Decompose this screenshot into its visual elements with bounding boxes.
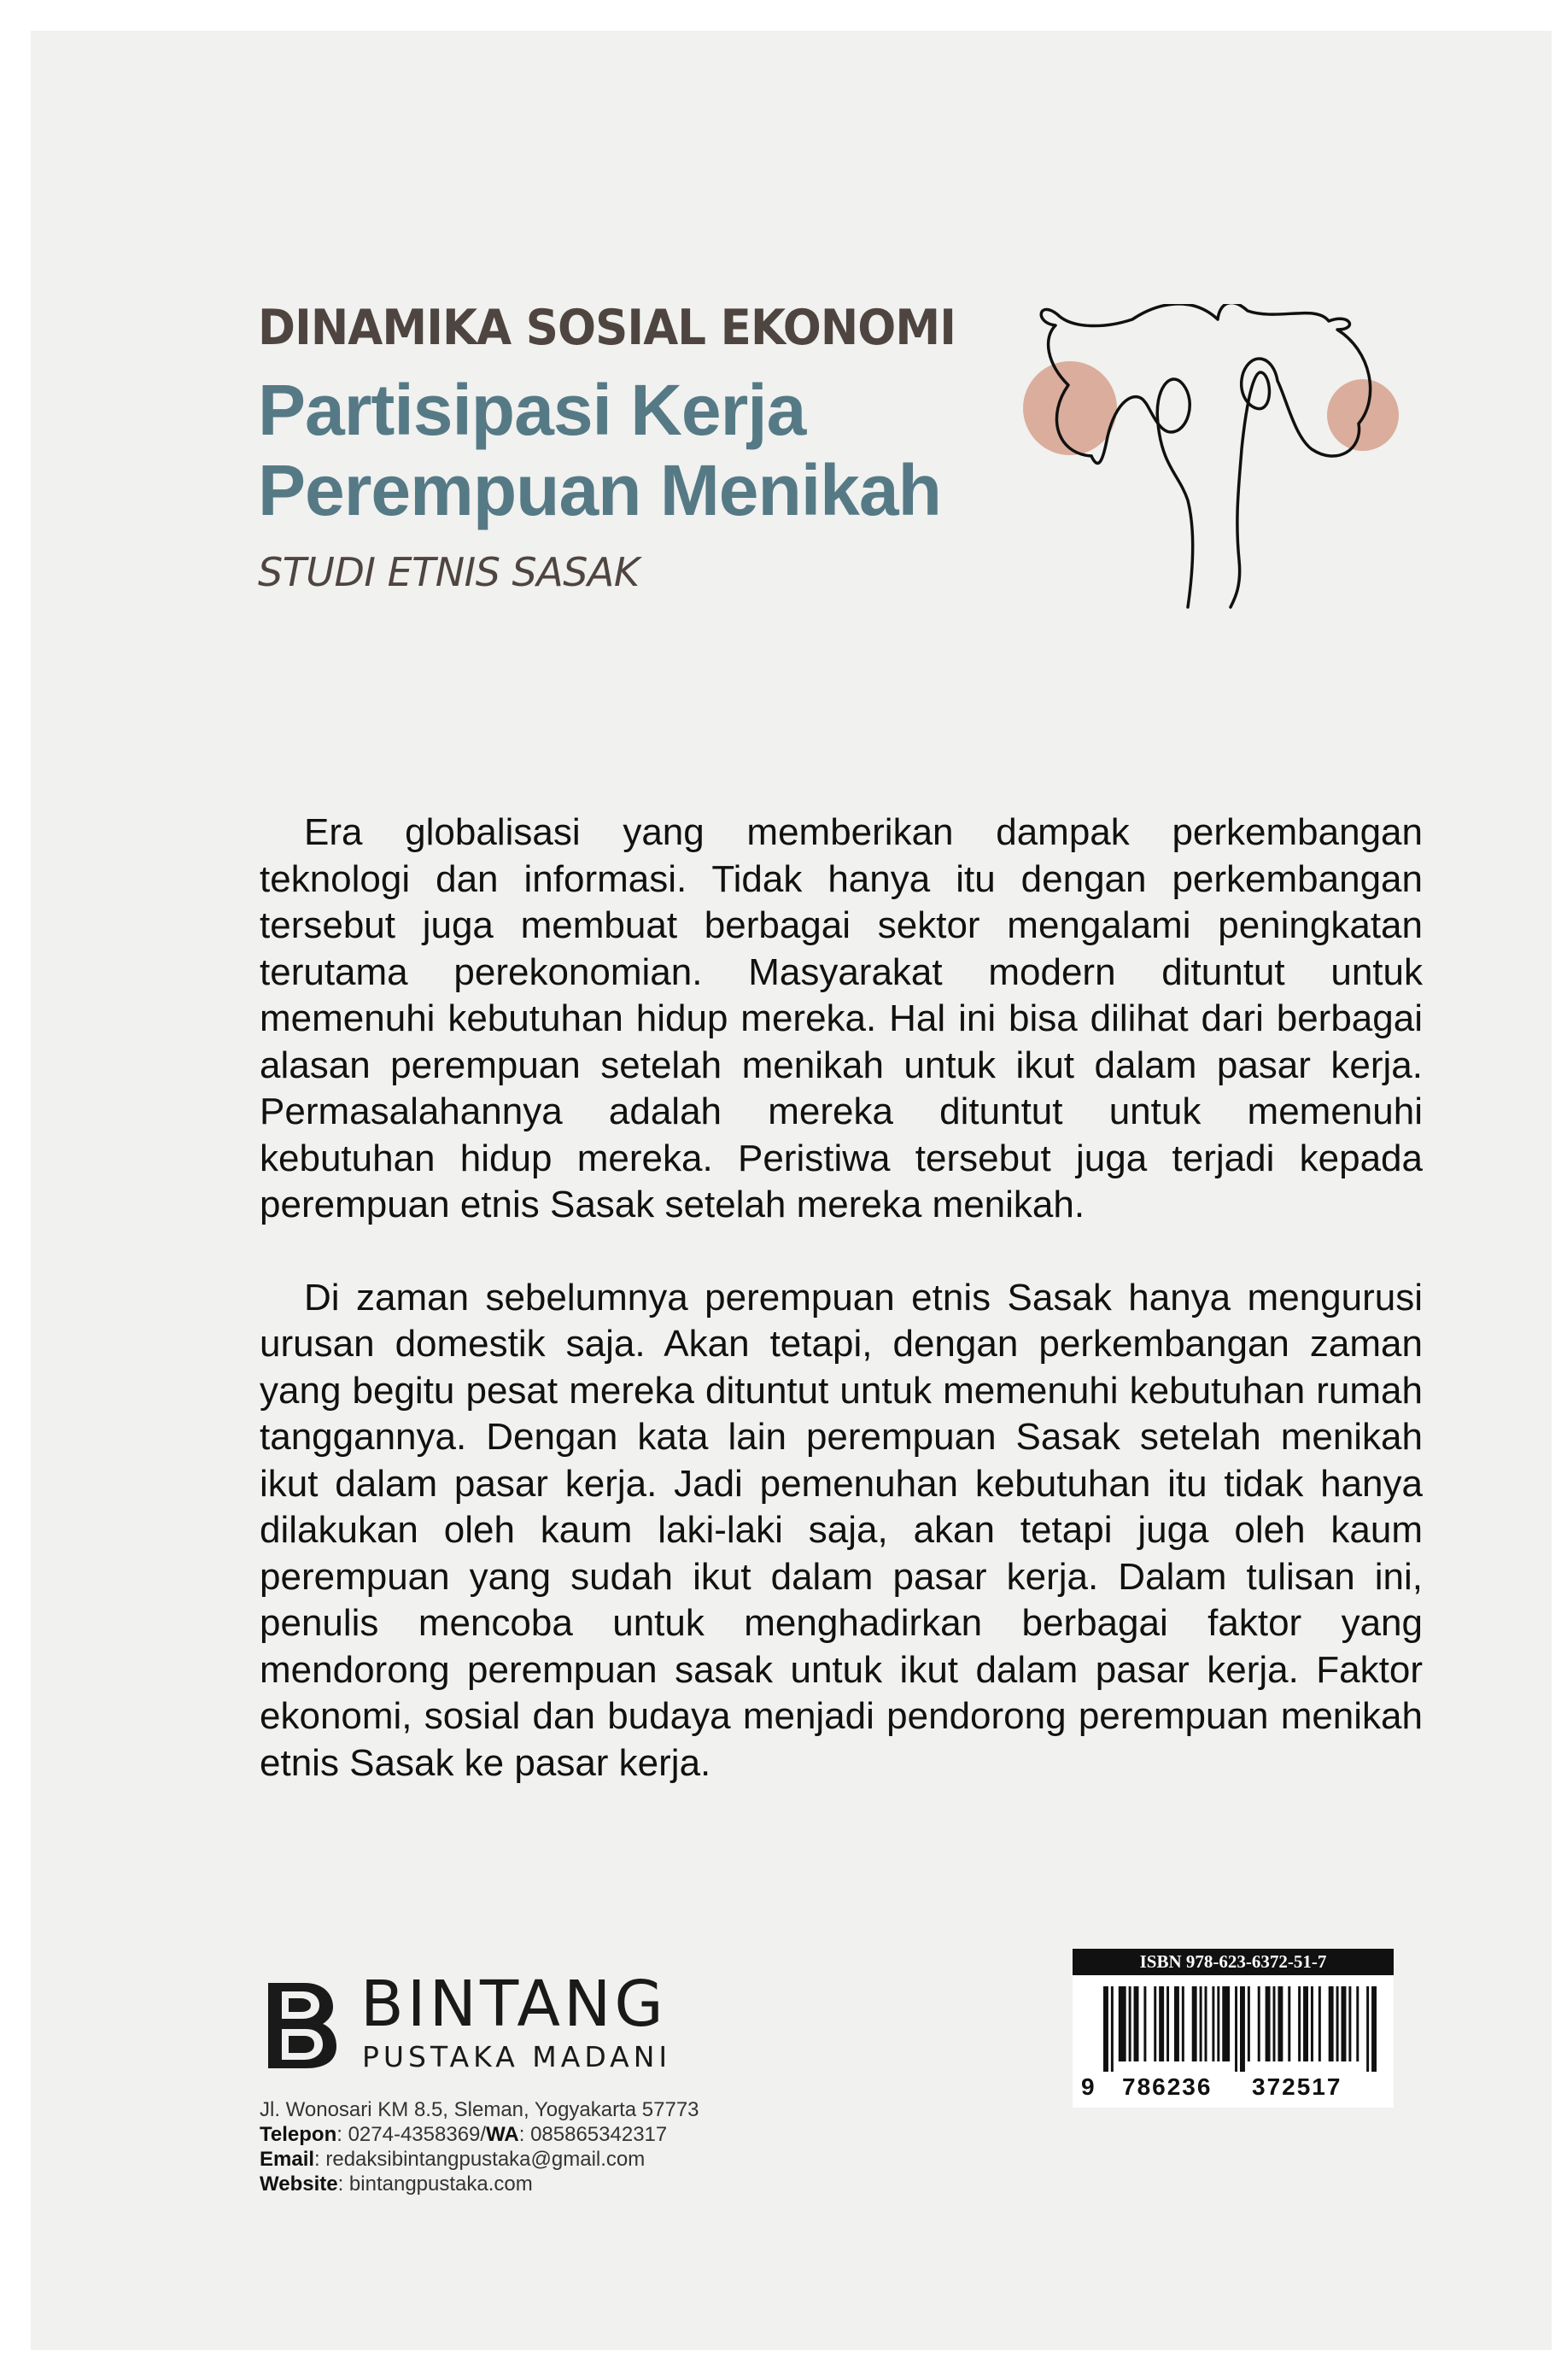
email-value: : redaksibintangpustaka@gmail.com	[314, 2148, 646, 2171]
barcode-bar	[1356, 1986, 1359, 2061]
book-title-line-2: Perempuan Menikah	[258, 450, 941, 530]
isbn-group-right: 372517	[1252, 2073, 1342, 2100]
barcode-bar	[1129, 1986, 1131, 2061]
barcode-bar	[1212, 1986, 1214, 2061]
barcode-bar	[1166, 1986, 1169, 2061]
barcode-bar	[1143, 1986, 1146, 2061]
barcode-bar	[1319, 1986, 1321, 2061]
email-label: Email	[260, 2148, 315, 2171]
barcode-bar	[1154, 1986, 1156, 2061]
book-title-line-1: Partisipasi Kerja	[258, 370, 806, 450]
book-description	[260, 810, 1423, 1786]
barcode-bar	[1329, 1986, 1334, 2061]
barcode-bar	[1258, 1986, 1260, 2061]
barcode-bar	[1336, 1986, 1339, 2061]
website-value: : bintangpustaka.com	[337, 2172, 533, 2196]
barcode-bar	[1222, 1986, 1230, 2061]
publisher-address: Jl. Wonosari KM 8.5, Sleman, Yogyakarta 57773	[260, 2098, 699, 2121]
wa-value: : 085865342317	[518, 2123, 668, 2146]
barcode-bar	[1182, 1986, 1184, 2061]
publisher-email-line	[260, 2147, 857, 2172]
barcode-graphic	[1103, 1986, 1377, 2072]
barcode-bar	[1235, 1986, 1237, 2072]
barcode-bar	[1366, 1986, 1369, 2072]
book-title	[258, 370, 1026, 530]
barcode-bar	[1205, 1986, 1207, 2061]
left-accent-circle	[1023, 361, 1117, 455]
barcode-bar	[1217, 1986, 1219, 2061]
barcode-bar	[1174, 1986, 1179, 2061]
isbn-digit-first: 9	[1081, 2073, 1095, 2100]
book-b-logo-icon	[260, 1978, 338, 2070]
barcode-bar	[1273, 1986, 1276, 2061]
barcode-bar	[1134, 1986, 1139, 2061]
barcode-bar	[1348, 1986, 1351, 2061]
barcode-bar	[1200, 1986, 1202, 2061]
website-label: Website	[260, 2172, 338, 2196]
uterus-line-art-icon	[1021, 304, 1414, 611]
title-block	[258, 300, 1026, 595]
description-paragraph-1: Era globalisasi yang memberikan dampak perkembangan teknologi dan informasi. Tidak hanya itu dengan perkembangan tersebut juga membuat berbagai sektor mengalami peningkatan terutama perekonomian. Masyarakat modern dituntut untuk memenuhi kebutuhan hidup mereka. Hal ini bisa dilihat dari berbagai alasan perempuan setelah menikah untuk ikut dalam pasar kerja. Permasalahannya adalah mereka dituntut untuk memenuhi kebutuhan hidup mereka. Peristiwa tersebut juga terjadi kepada perempuan etnis Sasak setelah mereka menikah.	[260, 811, 1423, 1225]
publisher-name: BINTANG	[360, 1968, 667, 2041]
barcode-bar	[1278, 1986, 1283, 2061]
publisher-website-line	[260, 2172, 857, 2196]
publisher-contact	[260, 2097, 857, 2196]
isbn-label: ISBN 978-623-6372-51-7	[1073, 1949, 1394, 1975]
isbn-barcode-block	[1073, 1949, 1394, 2108]
series-title: DINAMIKA SOSIAL EKONOMI	[258, 300, 956, 356]
phone-value: : 0274-4358369/	[336, 2123, 487, 2146]
barcode-bar	[1266, 1986, 1271, 2061]
publisher-subname: PUSTAKA MADANI	[362, 2040, 672, 2073]
wa-label: WA	[486, 2123, 519, 2146]
barcode-bar	[1371, 1986, 1377, 2072]
barcode-bar	[1240, 1986, 1245, 2072]
description-paragraph-2: Di zaman sebelumnya perempuan etnis Sasak hanya mengurusi urusan domestik saja. Akan tetapi, dengan perkembangan zaman yang begitu pesat mereka dituntut untuk memenuhi kebutuhan rumah tanggannya. Dengan kata lain perempuan Sasak setelah menikah ikut dalam pasar kerja. Jadi pemenuhan kebutuhan itu tidak hanya dilakukan oleh kaum laki-laki saja, akan tetapi juga oleh kaum perempuan yang sudah ikut dalam pasar kerja. Dalam tulisan ini, penulis mencoba untuk menghadirkan berbagai faktor yang mendorong perempuan sasak untuk ikut dalam pasar kerja. Faktor ekonomi, sosial dan budaya menjadi pendorong perempuan menikah etnis Sasak ke pasar kerja.	[260, 1276, 1423, 1784]
barcode-bar	[1311, 1986, 1313, 2061]
barcode-bar	[1192, 1986, 1197, 2061]
phone-label: Telepon	[260, 2123, 337, 2146]
barcode-bar	[1103, 1986, 1108, 2072]
isbn-group-left: 786236	[1122, 2073, 1213, 2100]
barcode-bar	[1119, 1986, 1126, 2061]
publisher-phone-line	[260, 2122, 857, 2147]
barcode-bar	[1342, 1986, 1347, 2061]
barcode-bar	[1298, 1986, 1301, 2061]
barcode-bar	[1303, 1986, 1308, 2061]
barcode-bar	[1159, 1986, 1164, 2061]
book-subtitle: STUDI ETNIS SASAK	[258, 549, 640, 595]
barcode-bar	[1288, 1986, 1290, 2061]
barcode-bar	[1111, 1986, 1114, 2072]
barcode-bar	[1248, 1986, 1250, 2061]
